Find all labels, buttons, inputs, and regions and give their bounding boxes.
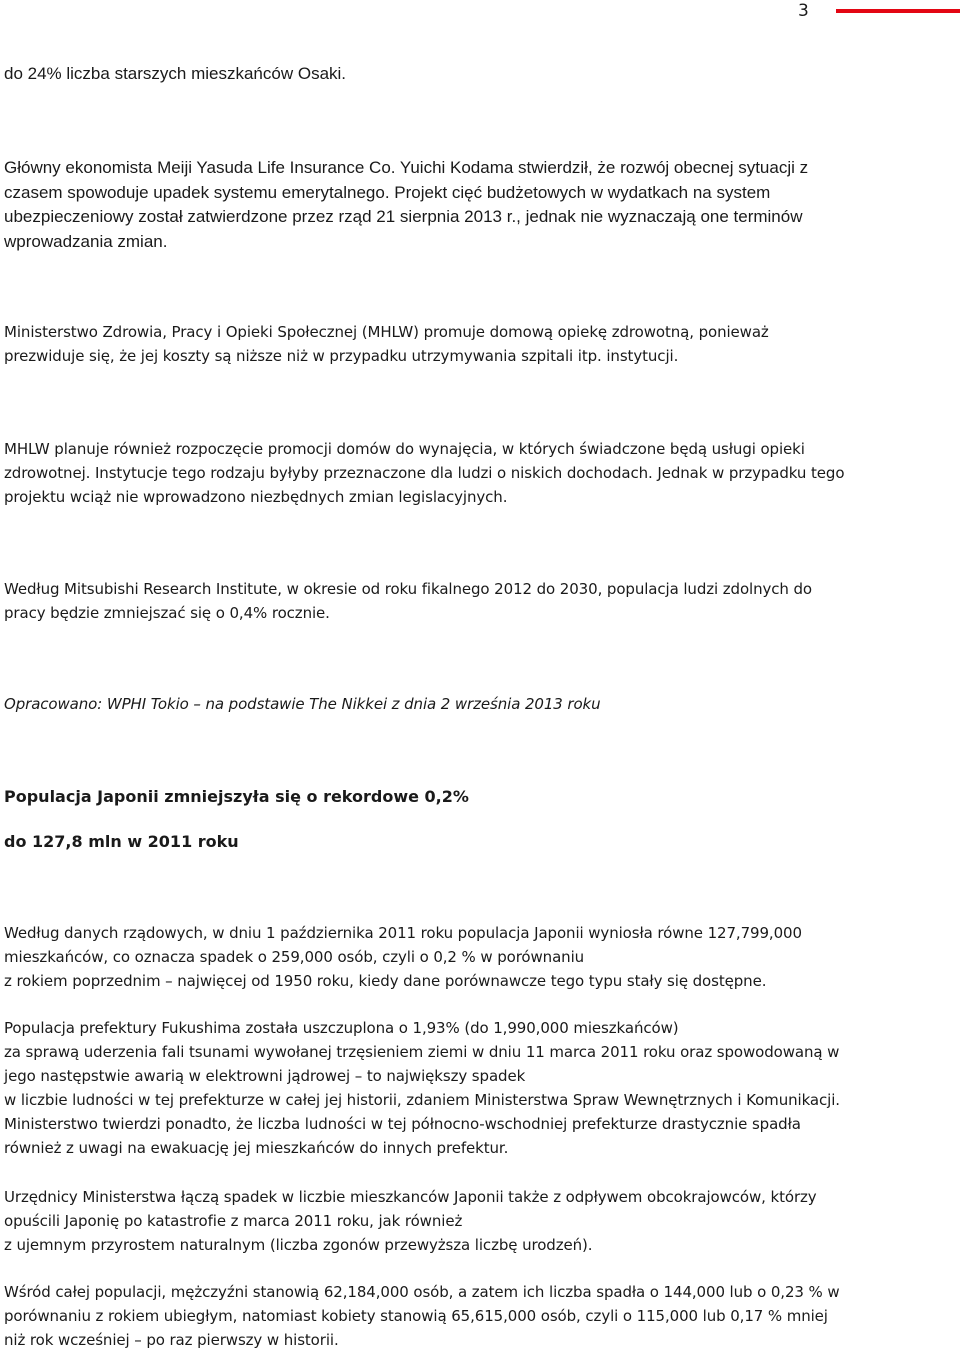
paragraph-mhlw-home-care bbox=[4, 320, 959, 368]
text-line: do 127,8 mln w 2011 roku bbox=[4, 832, 239, 851]
text-line: w liczbie ludności w tej prefekturze w całej jej historii, zdaniem Ministerstwa Spraw Wewnętrznych i Komunikacji. bbox=[4, 1091, 840, 1109]
text-line: również z uwagi na ewakuację jej mieszkańców do innych prefektur. bbox=[4, 1139, 509, 1157]
text-line: Urzędnicy Ministerstwa łączą spadek w liczbie mieszkanców Japonii także z odpływem obcokrajowców, którzy bbox=[4, 1188, 817, 1206]
text-line: mieszkańców, co oznacza spadek o 259,000 osób, czyli o 0,2 % w porównaniu bbox=[4, 948, 585, 966]
text-line: zdrowotnej. Instytucje tego rodzaju byłyby przeznaczone dla ludzi o niskich dochodach. Jednak w przypadku tego bbox=[4, 464, 845, 482]
text-line: pracy będzie zmniejszać się o 0,4% rocznie. bbox=[4, 604, 330, 622]
article-heading bbox=[4, 785, 959, 809]
text-line: Opracowano: WPHI Tokio – na podstawie The Nikkei z dnia 2 września 2013 roku bbox=[4, 695, 601, 713]
text-line: wprowadzania zmian. bbox=[4, 231, 168, 251]
paragraph-osaka-elderly bbox=[4, 62, 959, 87]
paragraph-foreigners-outflow bbox=[4, 1185, 959, 1257]
text-line: jego następstwie awarią w elektrowni jądrowej – to największy spadek bbox=[4, 1067, 526, 1085]
text-line: Według danych rządowych, w dniu 1 października 2011 roku populacja Japonii wyniosła równe 127,799,000 bbox=[4, 924, 802, 942]
header-accent-bar bbox=[836, 9, 960, 13]
text-line: Populacja Japonii zmniejszyła się o rekordowe 0,2% bbox=[4, 787, 469, 806]
text-line: Ministerstwo twierdzi ponadto, że liczba ludności w tej północno-wschodniej prefekturze drastycznie spadła bbox=[4, 1115, 801, 1133]
text-line: z ujemnym przyrostem naturalnym (liczba zgonów przewyższa liczbę urodzeń). bbox=[4, 1236, 593, 1254]
paragraph-gender-breakdown bbox=[4, 1280, 959, 1352]
text-line: ubezpieczeniowy został zatwierdzone przez rząd 21 sierpnia 2013 r., jednak nie wyznaczają one terminów bbox=[4, 207, 803, 226]
text-line: za sprawą uderzenia fali tsunami wywołanej trzęsieniem ziemi w dniu 11 marca 2011 roku oraz spowodowaną w bbox=[4, 1043, 840, 1061]
paragraph-mitsubishi-research bbox=[4, 577, 959, 625]
page-number: 3 bbox=[798, 1, 809, 21]
article-subheading bbox=[4, 830, 959, 854]
text-line: prezwiduje się, że jej koszty są niższe niż w przypadku utrzymywania szpitali itp. instytucji. bbox=[4, 347, 679, 365]
text-line: MHLW planuje również rozpoczęcie promocji domów do wynajęcia, w których świadczone będą usługi opieki bbox=[4, 440, 805, 458]
text-line: opuścili Japonię po katastrofie z marca 2011 roku, jak również bbox=[4, 1212, 463, 1230]
text-line: z rokiem poprzednim – najwięcej od 1950 roku, kiedy dane porównawcze tego typu stały się dostępne. bbox=[4, 972, 767, 990]
text-line: Ministerstwo Zdrowia, Pracy i Opieki Społecznej (MHLW) promuje domową opiekę zdrowotną, ponieważ bbox=[4, 323, 769, 341]
text-line: niż rok wcześniej – po raz pierwszy w historii. bbox=[4, 1331, 339, 1349]
text-line: Według Mitsubishi Research Institute, w okresie od roku fikalnego 2012 do 2030, populacja ludzi zdolnych do bbox=[4, 580, 813, 598]
paragraph-pension-system bbox=[4, 156, 959, 254]
text-line: Wśród całej populacji, mężczyźni stanowią 62,184,000 osób, a zatem ich liczba spadła o 144,000 lub o 0,23 % w bbox=[4, 1283, 840, 1301]
paragraph-mhlw-rental-homes bbox=[4, 437, 959, 509]
text-line: Populacja prefektury Fukushima została uszczuplona o 1,93% (do 1,990,000 mieszkańców) bbox=[4, 1019, 679, 1037]
text-line: projektu wciąż nie wprowadzono niezbędnych zmian legislacyjnych. bbox=[4, 488, 508, 506]
text-line: porównaniu z rokiem ubiegłym, natomiast kobiety stanowią 65,615,000 osób, czyli o 115,000 lub 0,17 % mniej bbox=[4, 1307, 828, 1325]
source-credit bbox=[4, 692, 959, 716]
paragraph-population-data bbox=[4, 921, 959, 993]
text-line: do 24% liczba starszych mieszkańców Osaki. bbox=[4, 64, 347, 83]
text-line: Główny ekonomista Meiji Yasuda Life Insurance Co. Yuichi Kodama stwierdził, że rozwój obecnej sytuacji z bbox=[4, 158, 809, 177]
paragraph-fukushima bbox=[4, 1016, 959, 1160]
text-line: czasem spowoduje upadek systemu emerytalnego. Projekt cięć budżetowych w wydatkach na system bbox=[4, 182, 771, 202]
